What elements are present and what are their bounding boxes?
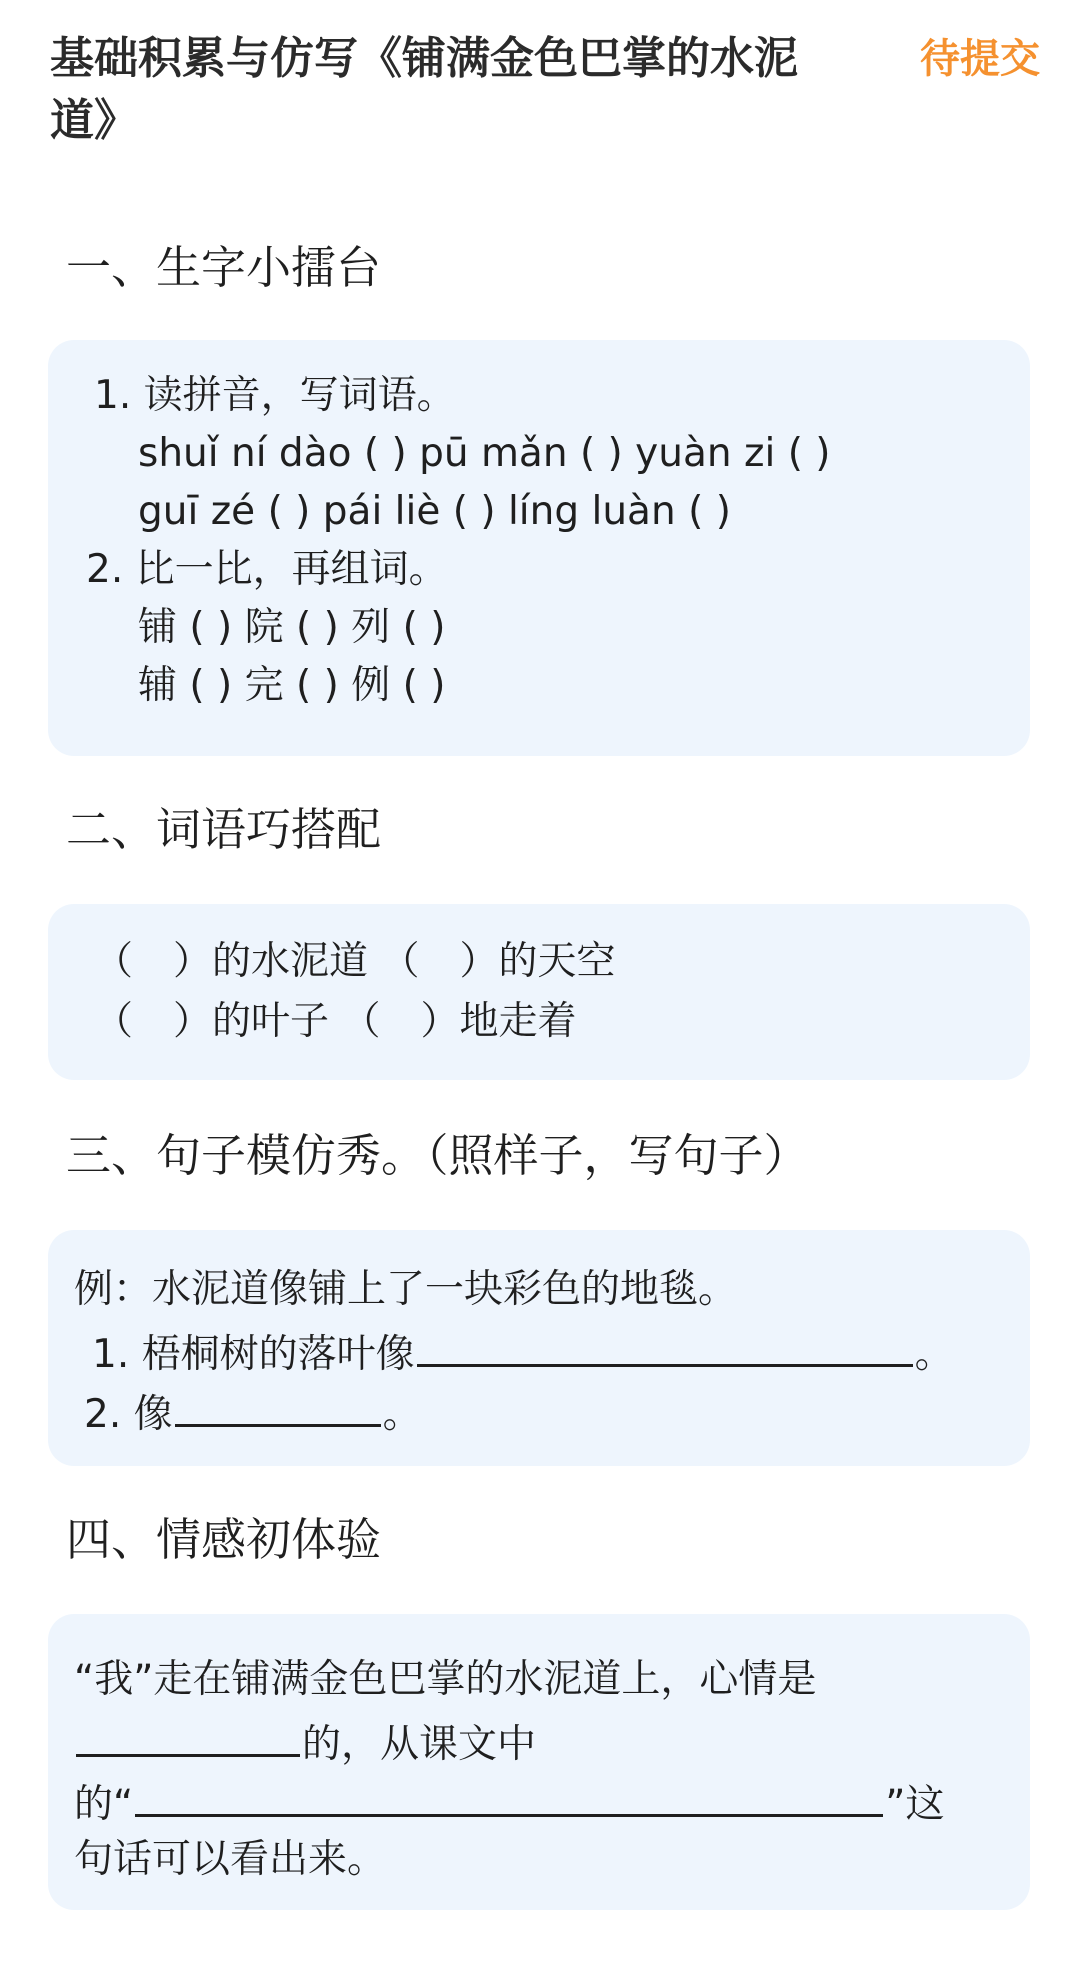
card-section-4 <box>48 1614 1030 1910</box>
imitate-question-2 <box>84 1384 422 1441</box>
sentence-end: 。 <box>914 1332 954 1377</box>
paren-open: （ <box>94 939 134 984</box>
question-text: 梧桐树的落叶像 <box>141 1332 415 1377</box>
emotion-line-4: 句话可以看出来。 <box>74 1837 387 1882</box>
question-number: 2. <box>84 1392 122 1437</box>
emotion-line-3 <box>74 1774 944 1831</box>
question-number: 1. <box>92 1332 130 1377</box>
example-sentence: 例：水泥道像铺上了一块彩色的地毯。 <box>74 1267 738 1312</box>
match-phrase: ）的水泥道 <box>173 939 369 984</box>
line-text: 的，从课文中 <box>302 1722 537 1767</box>
match-phrase: ）的叶子 <box>173 999 330 1044</box>
match-row-2 <box>94 996 576 1048</box>
paren-open: （ <box>380 939 420 984</box>
section-title-4: 四、情感初体验 <box>66 1513 382 1566</box>
compare-line-2: 辅 ( ) 完 ( ) 例 ( ) <box>138 663 446 708</box>
emotion-line-2 <box>74 1714 536 1771</box>
match-phrase: ）地走着 <box>420 999 577 1044</box>
card-section-2 <box>48 904 1030 1080</box>
match-row-1 <box>94 936 615 988</box>
sentence-end: 。 <box>382 1392 422 1437</box>
section-title-3: 三、句子模仿秀。（照样子，写句子） <box>66 1129 809 1182</box>
answer-blank[interactable] <box>76 1714 300 1757</box>
line-text: ”这 <box>885 1782 945 1827</box>
compare-line-1: 铺 ( ) 院 ( ) 列 ( ) <box>138 605 446 650</box>
question-text: 比一比，再组词。 <box>135 547 448 592</box>
paren-open: （ <box>341 999 381 1044</box>
paren-open: （ <box>94 999 134 1044</box>
question-text: 像 <box>133 1392 173 1437</box>
question-2 <box>86 544 448 596</box>
question-text: 读拼音，写词语。 <box>143 373 456 418</box>
question-number: 1. <box>94 373 132 418</box>
page-title: 基础积累与仿写《铺满金色巴掌的水泥道》 <box>50 33 798 146</box>
answer-blank[interactable] <box>175 1384 381 1427</box>
card-section-1 <box>48 340 1030 756</box>
answer-blank[interactable] <box>417 1324 913 1367</box>
match-phrase: ）的天空 <box>459 939 616 984</box>
page-header <box>50 28 1050 158</box>
section-title-2: 二、词语巧搭配 <box>66 803 382 856</box>
card-section-3 <box>48 1230 1030 1466</box>
section-title-1: 一、生字小擂台 <box>66 241 382 294</box>
line-text: 的“ <box>74 1782 134 1827</box>
question-1 <box>94 370 456 422</box>
pinyin-line-2: guī zé ( ) pái liè ( ) líng luàn ( ) <box>138 489 731 534</box>
imitate-question-1 <box>92 1324 954 1381</box>
pinyin-line-1: shuǐ ní dào ( ) pū mǎn ( ) yuàn zi ( ) <box>138 431 831 476</box>
answer-blank[interactable] <box>135 1774 883 1817</box>
status-badge[interactable]: 待提交 <box>920 36 1040 82</box>
emotion-line-1: “我”走在铺满金色巴掌的水泥道上，心情是 <box>74 1657 817 1702</box>
question-number: 2. <box>86 547 124 592</box>
